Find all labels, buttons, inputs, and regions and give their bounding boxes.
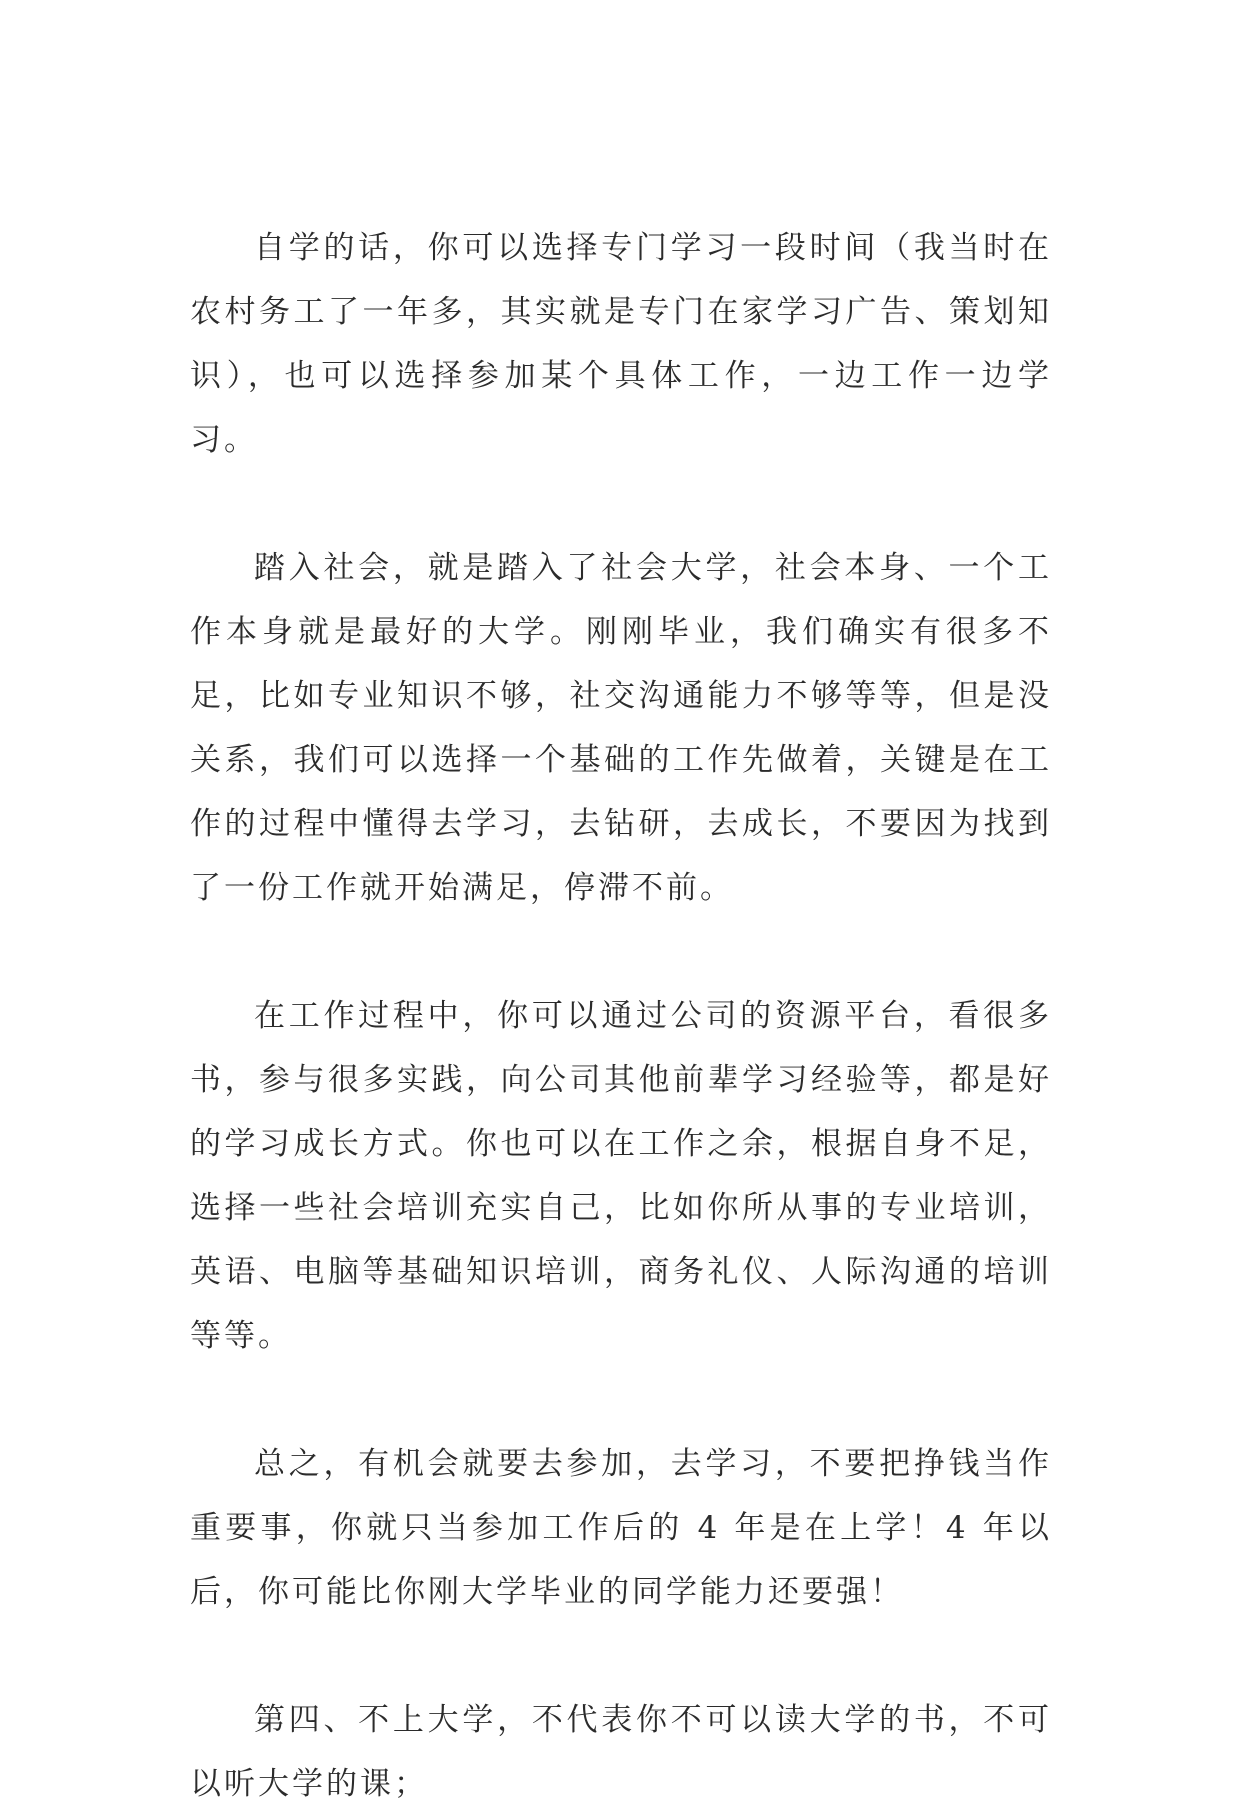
paragraph-summary: 总之，有机会就要去参加，去学习，不要把挣钱当作重要事，你就只当参加工作后的 4 年是在上学！4 年以后，你可能比你刚大学毕业的同学能力还要强！ (190, 1446, 1052, 1610)
paragraph-work-learning: 在工作过程中，你可以通过公司的资源平台，看很多书，参与很多实践，向公司其他前辈学习经验等，都是好的学习成长方式。你也可以在工作之余，根据自身不足，选择一些社会培训充实自己，比如你所从事的专业培训，英语、电脑等基础知识培训，商务礼仪、人际沟通的培训等等。 (190, 998, 1052, 1354)
paragraph-social-university: 踏入社会，就是踏入了社会大学，社会本身、一个工作本身就是最好的大学。刚刚毕业，我们确实有很多不足，比如专业知识不够，社交沟通能力不够等等，但是没关系，我们可以选择一个基础的工作先做着，关键是在工作的过程中懂得去学习，去钻研，去成长，不要因为找到了一份工作就开始满足，停滞不前。 (190, 550, 1052, 906)
paragraph-self-study: 自学的话，你可以选择专门学习一段时间（我当时在农村务工了一年多，其实就是专门在家学习广告、策划知识），也可以选择参加某个具体工作，一边工作一边学习。 (190, 230, 1052, 458)
paragraph-fourth-point: 第四、不上大学，不代表你不可以读大学的书，不可以听大学的课； (190, 1702, 1052, 1802)
document-body (190, 216, 1052, 1816)
